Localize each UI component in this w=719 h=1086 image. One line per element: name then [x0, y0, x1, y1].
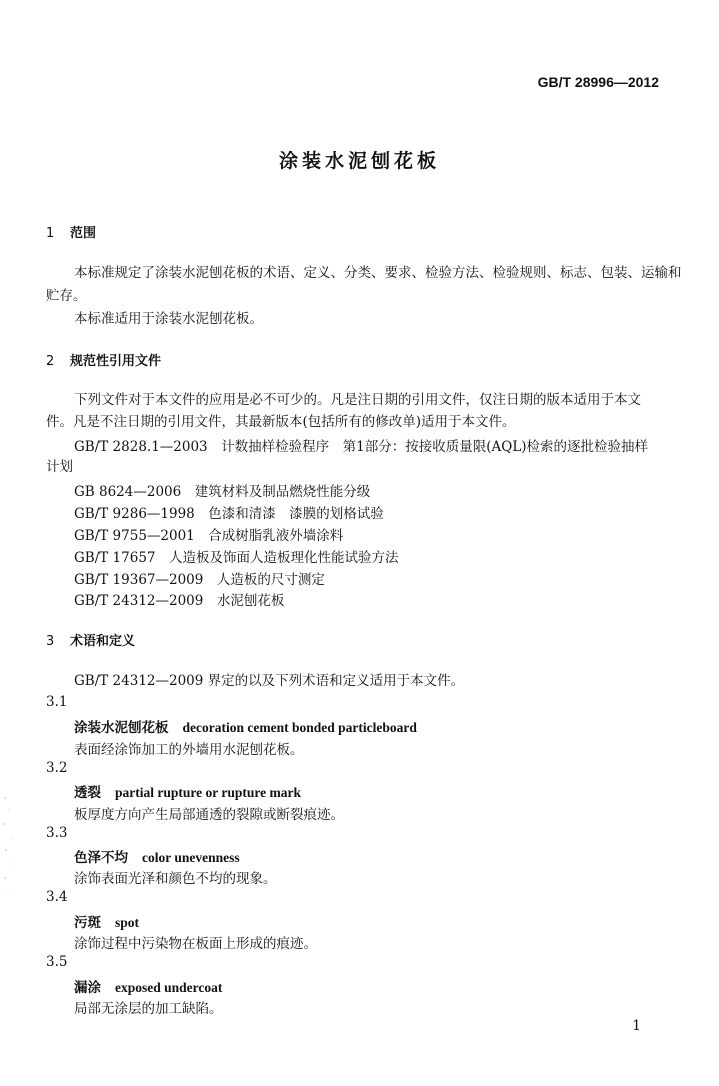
- ref-title: 人造板及饰面人造板理化性能试验方法: [169, 550, 399, 566]
- standard-number: GB/T 28996—2012: [537, 74, 659, 90]
- refs-intro-line2: 件。凡是不注日期的引用文件，其最新版本(包括所有的修改单)适用于本文件。: [46, 414, 516, 430]
- ref-code: GB/T 19367—2009: [74, 572, 204, 588]
- ref-item: [74, 435, 648, 455]
- scope-para1-line1: 本标准规定了涂装水泥刨花板的术语、定义、分类、要求、检验方法、检验规则、标志、包装、运输和: [74, 265, 682, 281]
- ref-title: 合成树脂乳液外墙涂料: [208, 528, 344, 544]
- term-en: spot: [115, 915, 140, 930]
- terms-intro: GB/T 24312—2009 界定的以及下列术语和定义适用于本文件。: [74, 673, 465, 689]
- scope-para1-line2: 贮存。: [46, 288, 87, 304]
- term-en: color unevenness: [142, 850, 240, 865]
- term-definition: 表面经涂饰加工的外墙用水泥刨花板。: [74, 742, 304, 758]
- ref-title: 计数抽样检验程序 第1部分：按接收质量限(AQL)检索的逐批检验抽样: [221, 439, 649, 455]
- section-title: 范围: [70, 226, 97, 241]
- ref-title-cont: 计划: [46, 459, 73, 475]
- section-number: 3: [46, 634, 55, 649]
- ref-title: 水泥刨花板: [216, 593, 285, 609]
- term-entry: [74, 976, 222, 996]
- ref-item: [74, 502, 384, 522]
- term-definition: 涂饰表面光泽和颜色不均的现象。: [74, 871, 277, 887]
- section-title: 术语和定义: [70, 634, 136, 649]
- section-3-heading: [46, 630, 135, 649]
- clause-number: 3.1: [46, 694, 68, 710]
- section-number: 2: [46, 354, 55, 369]
- term-definition: 涂饰过程中污染物在板面上形成的痕迹。: [74, 936, 317, 952]
- ref-item: [74, 568, 325, 588]
- section-2-heading: [46, 350, 161, 369]
- term-entry: [74, 846, 240, 866]
- ref-code: GB/T 2828.1—2003: [74, 439, 208, 455]
- term-entry: [74, 716, 417, 736]
- term-zh: 透裂: [74, 785, 101, 801]
- clause-number: 3.4: [46, 889, 68, 905]
- ref-code: GB/T 24312—2009: [74, 593, 204, 609]
- term-entry: [74, 911, 139, 931]
- ref-code: GB/T 9286—1998: [74, 506, 195, 522]
- page-number: 1: [632, 1018, 641, 1034]
- clause-number: 3.5: [46, 954, 68, 970]
- term-definition: 板厚度方向产生局部通透的裂隙或断裂痕迹。: [74, 807, 344, 823]
- refs-intro-line1: 下列文件对于本文件的应用是必不可少的。凡是注日期的引用文件，仅注日期的版本适用于本文: [74, 392, 641, 408]
- term-definition: 局部无涂层的加工缺陷。: [74, 1001, 223, 1017]
- ref-code: GB/T 9755—2001: [74, 528, 195, 544]
- ref-title: 人造板的尺寸测定: [216, 572, 325, 588]
- scope-para2: 本标准适用于涂装水泥刨花板。: [74, 311, 263, 327]
- ref-code: GB/T 17657: [74, 550, 156, 566]
- term-en: partial rupture or rupture mark: [115, 785, 301, 800]
- term-zh: 漏涂: [74, 980, 101, 996]
- term-zh: 色泽不均: [74, 850, 128, 866]
- section-title: 规范性引用文件: [70, 354, 162, 369]
- term-en: decoration cement bonded particleboard: [182, 720, 417, 735]
- ref-item: [74, 589, 284, 609]
- clause-number: 3.3: [46, 825, 68, 841]
- term-zh: 涂装水泥刨花板: [74, 720, 169, 736]
- ref-item: [74, 524, 343, 544]
- clause-number: 3.2: [46, 760, 68, 776]
- term-zh: 污斑: [74, 915, 101, 931]
- section-number: 1: [46, 226, 55, 241]
- ref-item: [74, 480, 370, 500]
- term-entry: [74, 781, 301, 801]
- ref-title: 建筑材料及制品燃烧性能分级: [194, 484, 371, 500]
- ref-item: [74, 546, 399, 566]
- ref-code: GB 8624—2006: [74, 484, 182, 500]
- scan-specks: [2, 790, 16, 910]
- section-1-heading: [46, 222, 96, 241]
- document-title: 涂装水泥刨花板: [278, 150, 440, 172]
- ref-title: 色漆和清漆 漆膜的划格试验: [208, 506, 384, 522]
- term-en: exposed undercoat: [115, 980, 223, 995]
